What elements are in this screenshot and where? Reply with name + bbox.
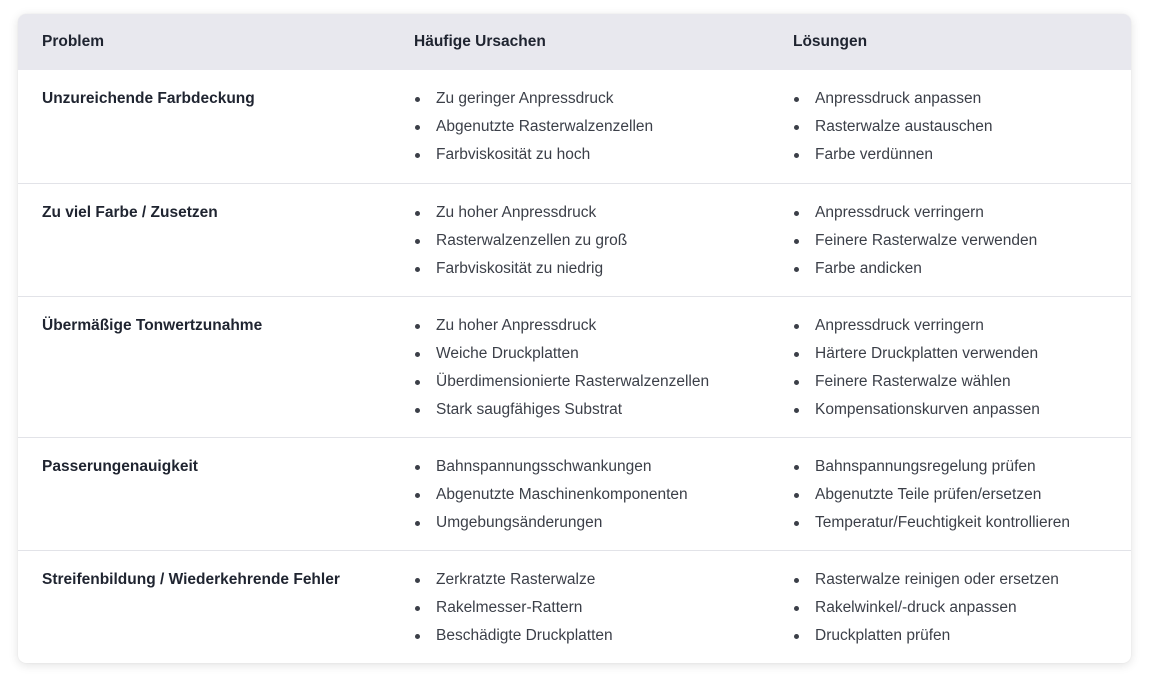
table-row [18,296,1131,437]
causes-list [414,570,613,654]
table-header [18,14,1131,70]
cause-item: Farbviskosität zu niedrig [414,259,627,279]
cause-item: Stark saugfähiges Substrat [414,400,709,420]
cause-item: Überdimensionierte Rasterwalzenzellen [414,372,709,392]
problem-cell: Übermäßige Tonwertzunahme [42,317,263,334]
table-row [18,183,1131,296]
table-row [18,550,1131,663]
solution-item: Härtere Druckplatten verwenden [793,344,1040,364]
solution-item: Anpressdruck anpassen [793,89,993,109]
solutions-list [793,570,1059,654]
cause-item: Zu hoher Anpressdruck [414,316,709,336]
cause-item: Umgebungsänderungen [414,513,688,533]
cause-item: Rakelmesser-Rattern [414,598,613,618]
cause-item: Weiche Druckplatten [414,344,709,364]
table-row [18,437,1131,550]
problem-cell: Zu viel Farbe / Zusetzen [42,204,218,221]
solution-item: Farbe andicken [793,259,1037,279]
solution-item: Abgenutzte Teile prüfen/ersetzen [793,485,1070,505]
cause-item: Zu hoher Anpressdruck [414,203,627,223]
header-problem: Problem [42,33,105,50]
cause-item: Abgenutzte Rasterwalzenzellen [414,117,653,137]
solution-item: Anpressdruck verringern [793,316,1040,336]
cause-item: Farbviskosität zu hoch [414,145,653,165]
table-row [18,70,1131,183]
causes-list [414,203,627,287]
header-solutions: Lösungen [793,33,868,50]
solution-item: Rasterwalze austauschen [793,117,993,137]
cause-item: Abgenutzte Maschinenkomponenten [414,485,688,505]
solution-item: Kompensationskurven anpassen [793,400,1040,420]
causes-list [414,316,709,428]
solution-item: Rakelwinkel/-druck anpassen [793,598,1059,618]
cause-item: Bahnspannungsschwankungen [414,457,688,477]
header-causes: Häufige Ursachen [414,33,546,50]
problem-cell: Passerungenauigkeit [42,458,198,475]
cause-item: Zerkratzte Rasterwalze [414,570,613,590]
solutions-list [793,316,1040,428]
solution-item: Anpressdruck verringern [793,203,1037,223]
causes-list [414,457,688,541]
cause-item: Zu geringer Anpressdruck [414,89,653,109]
table-body [18,70,1131,663]
solution-item: Bahnspannungsregelung prüfen [793,457,1070,477]
solution-item: Rasterwalze reinigen oder ersetzen [793,570,1059,590]
troubleshooting-table [18,14,1131,663]
solution-item: Feinere Rasterwalze wählen [793,372,1040,392]
solution-item: Feinere Rasterwalze verwenden [793,231,1037,251]
solution-item: Druckplatten prüfen [793,626,1059,646]
cause-item: Rasterwalzenzellen zu groß [414,231,627,251]
cause-item: Beschädigte Druckplatten [414,626,613,646]
solution-item: Temperatur/Feuchtigkeit kontrollieren [793,513,1070,533]
problem-cell: Streifenbildung / Wiederkehrende Fehler [42,571,340,588]
solutions-list [793,203,1037,287]
causes-list [414,89,653,173]
solutions-list [793,89,993,173]
solution-item: Farbe verdünnen [793,145,993,165]
problem-cell: Unzureichende Farbdeckung [42,90,255,107]
solutions-list [793,457,1070,541]
